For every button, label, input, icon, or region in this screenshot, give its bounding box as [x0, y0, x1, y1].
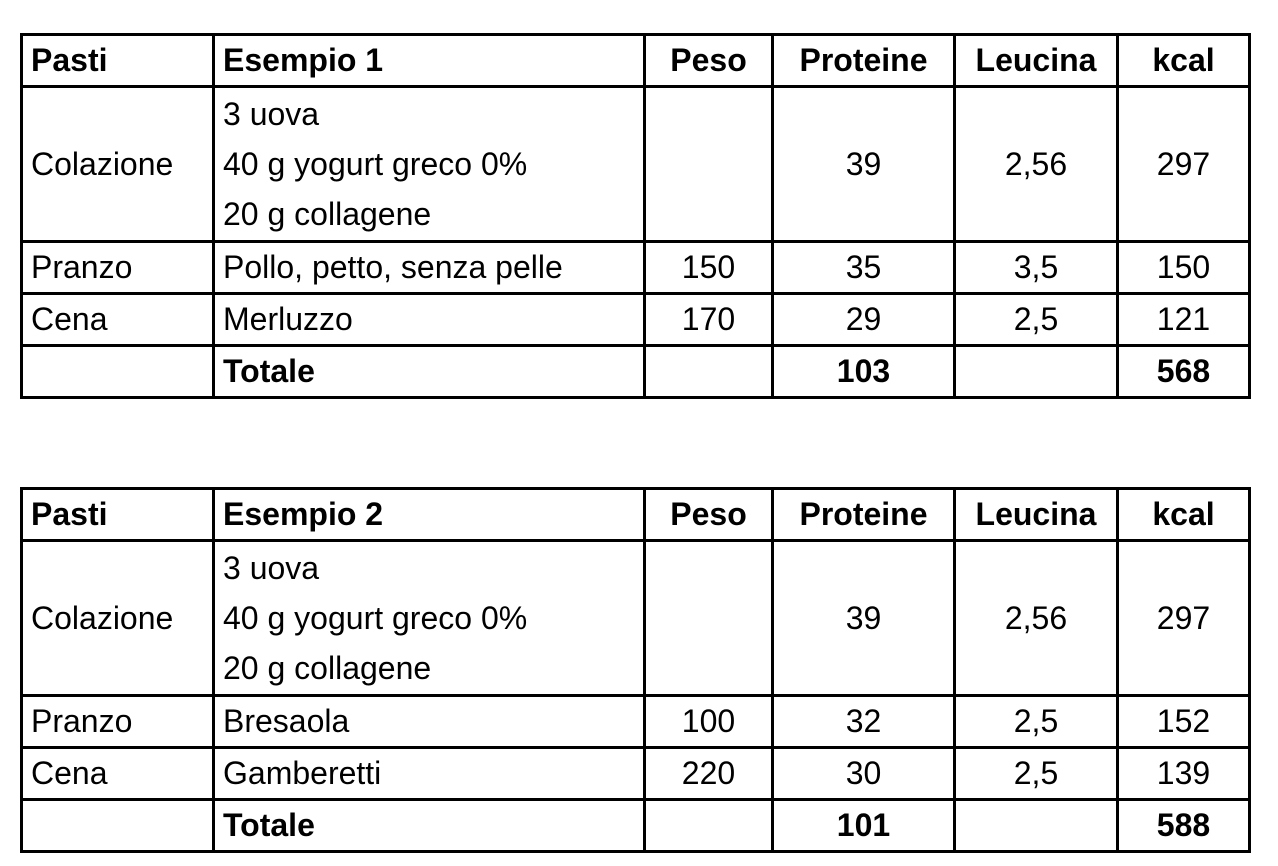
header-leucina: Leucina [955, 35, 1118, 87]
table-row-colazione [22, 87, 1250, 242]
cell-leucina: 2,56 [955, 87, 1118, 242]
cell-proteine: 39 [773, 87, 955, 242]
cell-proteine: 32 [773, 696, 955, 748]
cell-proteine: 35 [773, 242, 955, 294]
cell-totale-proteine: 101 [773, 800, 955, 852]
cell-empty [22, 346, 214, 398]
header-kcal: kcal [1118, 35, 1250, 87]
cell-pasto: Pranzo [22, 696, 214, 748]
header-peso: Peso [645, 35, 773, 87]
cell-peso [645, 87, 773, 242]
meal-table-example-1 [20, 33, 1251, 399]
header-proteine: Proteine [773, 489, 955, 541]
food-item: 40 g yogurt greco 0% [223, 146, 528, 182]
food-item: 20 g collagene [223, 650, 432, 686]
cell-kcal: 150 [1118, 242, 1250, 294]
cell-peso: 100 [645, 696, 773, 748]
cell-totale-label: Totale [214, 800, 645, 852]
cell-totale-label: Totale [214, 346, 645, 398]
cell-totale-kcal: 568 [1118, 346, 1250, 398]
food-item: 20 g collagene [223, 196, 432, 232]
table-header-row [22, 489, 1250, 541]
table-row-cena [22, 748, 1250, 800]
header-proteine: Proteine [773, 35, 955, 87]
cell-proteine: 30 [773, 748, 955, 800]
cell-peso: 170 [645, 294, 773, 346]
table-row-totale [22, 346, 1250, 398]
cell-pasto: Colazione [22, 541, 214, 696]
cell-peso: 150 [645, 242, 773, 294]
food-item: 40 g yogurt greco 0% [223, 600, 528, 636]
cell-kcal: 297 [1118, 541, 1250, 696]
cell-pasto: Cena [22, 294, 214, 346]
cell-empty [645, 346, 773, 398]
cell-alimento: Bresaola [214, 696, 645, 748]
table-row-colazione [22, 541, 1250, 696]
food-item: 3 uova [223, 96, 320, 132]
cell-empty [22, 800, 214, 852]
table-row-pranzo [22, 242, 1250, 294]
header-pasti: Pasti [22, 35, 214, 87]
table-row-pranzo [22, 696, 1250, 748]
table-header-row [22, 35, 1250, 87]
cell-totale-proteine: 103 [773, 346, 955, 398]
cell-alimento: Merluzzo [214, 294, 645, 346]
cell-kcal: 121 [1118, 294, 1250, 346]
cell-proteine: 39 [773, 541, 955, 696]
header-pasti: Pasti [22, 489, 214, 541]
cell-empty [955, 346, 1118, 398]
cell-alimento: Pollo, petto, senza pelle [214, 242, 645, 294]
cell-leucina: 2,5 [955, 294, 1118, 346]
cell-pasto: Colazione [22, 87, 214, 242]
cell-kcal: 152 [1118, 696, 1250, 748]
cell-alimento: Gamberetti [214, 748, 645, 800]
cell-peso: 220 [645, 748, 773, 800]
cell-pasto: Cena [22, 748, 214, 800]
cell-pasto: Pranzo [22, 242, 214, 294]
cell-leucina: 2,56 [955, 541, 1118, 696]
cell-leucina: 2,5 [955, 748, 1118, 800]
header-esempio: Esempio 1 [214, 35, 645, 87]
cell-empty [645, 800, 773, 852]
header-kcal: kcal [1118, 489, 1250, 541]
cell-alimenti [214, 541, 645, 696]
cell-alimenti [214, 87, 645, 242]
cell-leucina: 2,5 [955, 696, 1118, 748]
cell-proteine: 29 [773, 294, 955, 346]
cell-leucina: 3,5 [955, 242, 1118, 294]
cell-empty [955, 800, 1118, 852]
header-leucina: Leucina [955, 489, 1118, 541]
cell-kcal: 139 [1118, 748, 1250, 800]
cell-peso [645, 541, 773, 696]
cell-totale-kcal: 588 [1118, 800, 1250, 852]
cell-kcal: 297 [1118, 87, 1250, 242]
meal-table-example-2 [20, 487, 1251, 853]
table-row-cena [22, 294, 1250, 346]
header-peso: Peso [645, 489, 773, 541]
table-row-totale [22, 800, 1250, 852]
header-esempio: Esempio 2 [214, 489, 645, 541]
food-item: 3 uova [223, 550, 320, 586]
